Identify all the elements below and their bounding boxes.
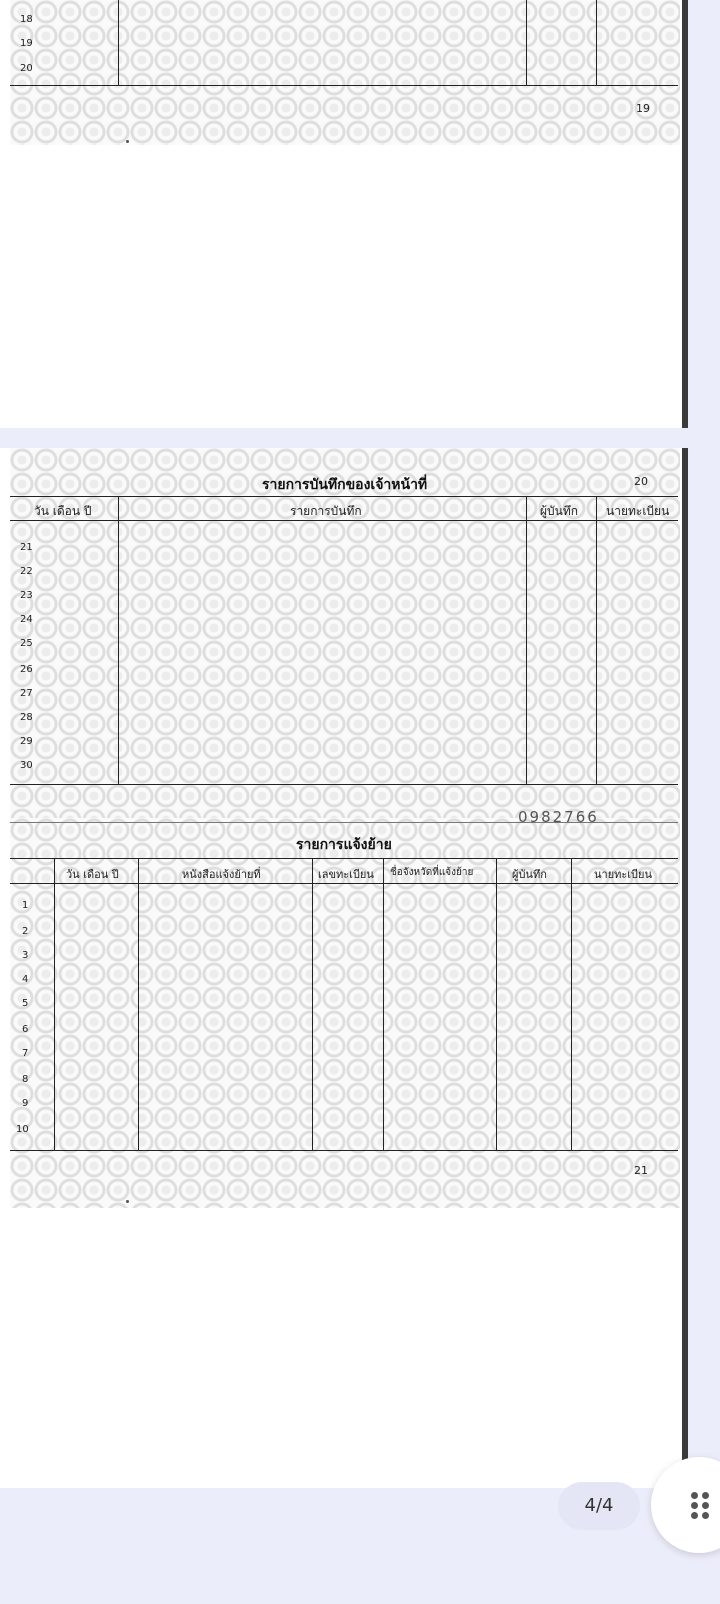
table-top-rule xyxy=(10,496,678,497)
column-header: รายการบันทึก xyxy=(290,504,362,518)
row-number: 4 xyxy=(22,974,29,985)
row-number: 29 xyxy=(20,736,33,747)
column-divider xyxy=(312,858,313,1150)
column-header: เลขทะเบียน xyxy=(318,868,374,881)
header-rule xyxy=(10,883,678,884)
table-bottom-rule xyxy=(10,784,678,785)
column-divider xyxy=(526,496,527,784)
serial-number: 0982766 xyxy=(518,808,599,826)
row-number: 30 xyxy=(20,760,33,771)
row-number: 20 xyxy=(20,63,33,74)
page-edge xyxy=(682,0,688,428)
row-number: 22 xyxy=(20,566,33,577)
document-page-4 xyxy=(0,448,688,1488)
row-number: 6 xyxy=(22,1024,29,1035)
column-header: นายทะเบียน xyxy=(606,504,670,518)
page-label: 20 xyxy=(634,475,648,488)
row-number: 19 xyxy=(20,38,33,49)
column-divider xyxy=(496,858,497,1150)
speck xyxy=(126,1200,129,1203)
table-bottom-rule xyxy=(10,1150,678,1151)
row-number: 2 xyxy=(22,926,29,937)
column-divider xyxy=(138,858,139,1150)
watermark-pattern xyxy=(10,0,680,145)
row-number: 9 xyxy=(22,1098,29,1109)
table-bottom-rule xyxy=(10,85,678,86)
row-number: 27 xyxy=(20,688,33,699)
column-divider xyxy=(526,0,527,86)
row-number: 23 xyxy=(20,590,33,601)
column-header: ผู้บันทึก xyxy=(540,504,579,518)
row-number: 7 xyxy=(22,1048,29,1059)
page-counter: 4/4 xyxy=(558,1482,640,1530)
row-number: 8 xyxy=(22,1074,29,1085)
column-divider xyxy=(118,0,119,86)
column-divider xyxy=(54,858,55,1150)
row-number: 1 xyxy=(22,900,29,911)
column-header: นายทะเบียน xyxy=(594,868,653,881)
column-header: วัน เดือน ปี xyxy=(34,504,92,518)
column-header: ผู้บันทึก xyxy=(512,868,547,881)
column-divider xyxy=(383,858,384,1150)
grid-dots-icon xyxy=(691,1492,717,1518)
column-divider xyxy=(596,496,597,784)
row-number: 21 xyxy=(20,542,33,553)
row-number: 24 xyxy=(20,614,33,625)
table-top-rule xyxy=(10,858,678,859)
column-divider xyxy=(596,0,597,86)
column-header: ชื่อจังหวัดที่แจ้งย้าย xyxy=(390,867,474,878)
column-divider xyxy=(118,496,119,784)
page-edge xyxy=(682,448,688,1488)
row-number: 5 xyxy=(22,998,29,1009)
column-header: หนังสือแจ้งย้ายที่ xyxy=(182,868,261,881)
section-title: รายการบันทึกของเจ้าหน้าที่ xyxy=(262,477,428,493)
row-number: 18 xyxy=(20,14,33,25)
document-page-3 xyxy=(0,0,688,428)
row-number: 26 xyxy=(20,664,33,675)
row-number: 28 xyxy=(20,712,33,723)
row-number: 10 xyxy=(16,1124,29,1135)
page-number: 21 xyxy=(634,1164,648,1177)
speck xyxy=(126,140,129,143)
row-number: 25 xyxy=(20,638,33,649)
page-number: 19 xyxy=(636,102,650,115)
section-title: รายการแจ้งย้าย xyxy=(296,837,392,853)
row-number: 3 xyxy=(22,950,29,961)
column-divider xyxy=(571,858,572,1150)
column-header: วัน เดือน ปี xyxy=(66,868,119,881)
